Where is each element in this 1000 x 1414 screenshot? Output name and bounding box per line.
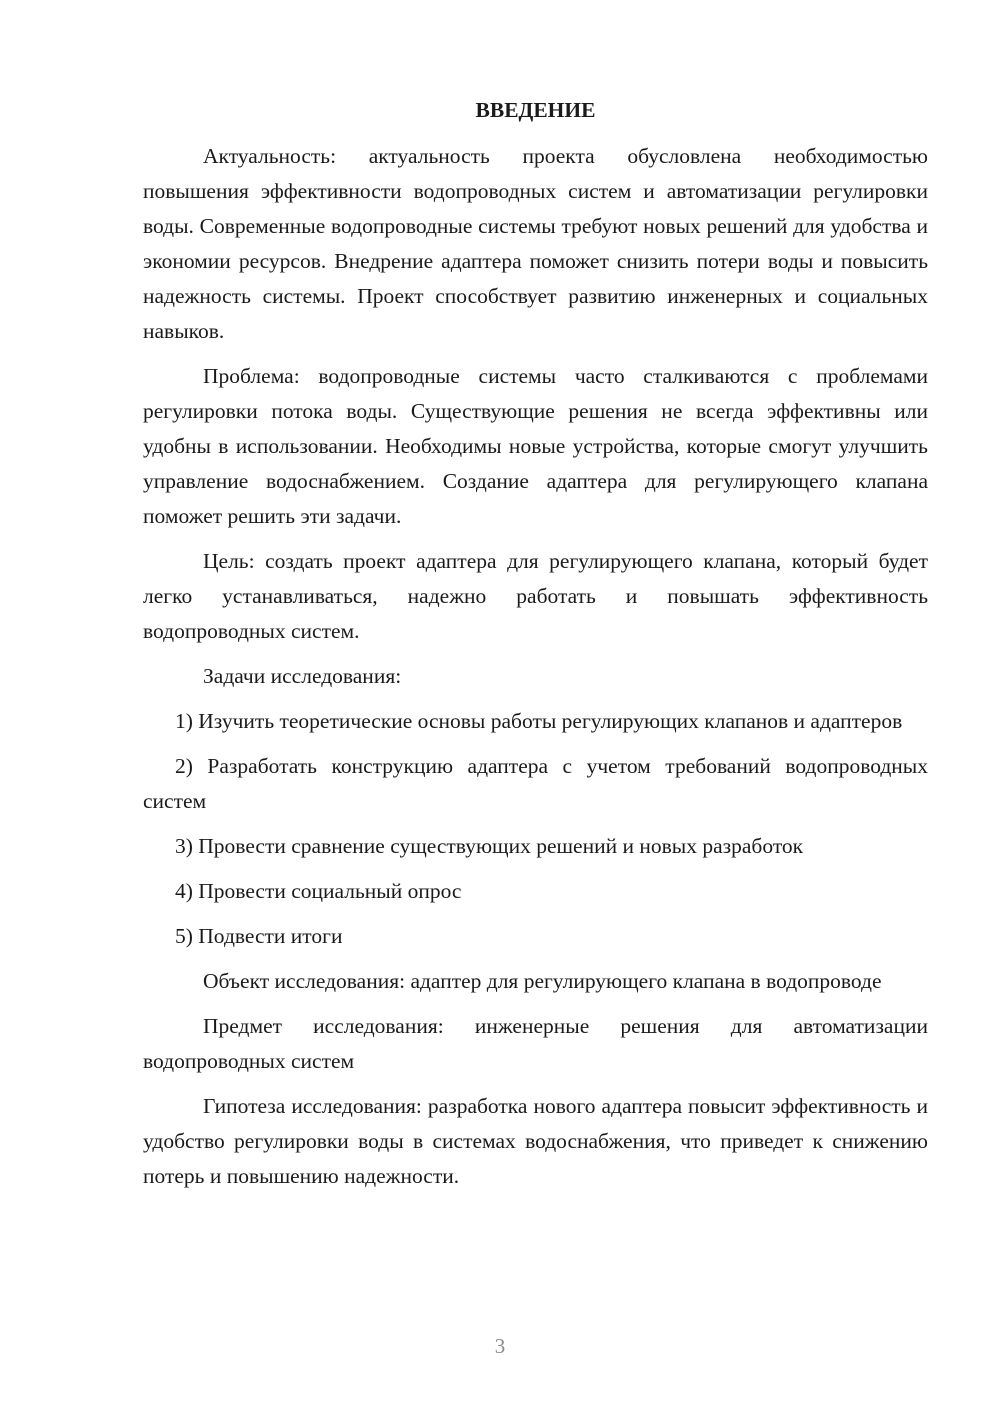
task-item-1: 1) Изучить теоретические основы работы регулирующих клапанов и адаптеров bbox=[175, 709, 903, 733]
task-item-5: 5) Подвести итоги bbox=[175, 924, 343, 948]
task-item-3: 3) Провести сравнение существующих решений и новых разработок bbox=[175, 834, 804, 858]
paragraph-object: Объект исследования: адаптер для регулирующего клапана в водопроводе bbox=[203, 969, 882, 993]
task-item-2: 2) Разработать конструкцию адаптера с учетом требований водопроводных систем bbox=[143, 754, 928, 813]
paragraph-relevance: Актуальность: актуальность проекта обусловлена необходимостью повышения эффективности водопроводных систем и автоматизации регулировки воды. Современные водопроводные системы требуют новых решений для удобства и экономии ресурсов. Внедрение адаптера поможет снизить потери воды и повысить надежность системы. Проект способствует развитию инженерных и социальных навыков. bbox=[143, 144, 928, 343]
task-item-4: 4) Провести социальный опрос bbox=[175, 879, 462, 903]
paragraph-problem: Проблема: водопроводные системы часто сталкиваются с проблемами регулировки потока воды. Существующие решения не всегда эффективны или удобны в использовании. Необходимы новые устройства, которые смогут улучшить управление водоснабжением. Создание адаптера для регулирующего клапана поможет решить эти задачи. bbox=[143, 364, 928, 528]
page-content bbox=[143, 91, 928, 1204]
section-title: ВВЕДЕНИЕ bbox=[475, 98, 596, 122]
paragraph-subject: Предмет исследования: инженерные решения для автоматизации водопроводных систем bbox=[143, 1014, 928, 1073]
page-number: 3 bbox=[494, 1334, 506, 1358]
paragraph-hypothesis: Гипотеза исследования: разработка нового адаптера повысит эффективность и удобство регулировки воды в системах водоснабжения, что приведет к снижению потерь и повышению надежности. bbox=[143, 1094, 928, 1188]
tasks-heading: Задачи исследования: bbox=[203, 664, 402, 688]
paragraph-goal: Цель: создать проект адаптера для регулирующего клапана, который будет легко устанавливаться, надежно работать и повышать эффективность водопроводных систем. bbox=[143, 549, 928, 643]
